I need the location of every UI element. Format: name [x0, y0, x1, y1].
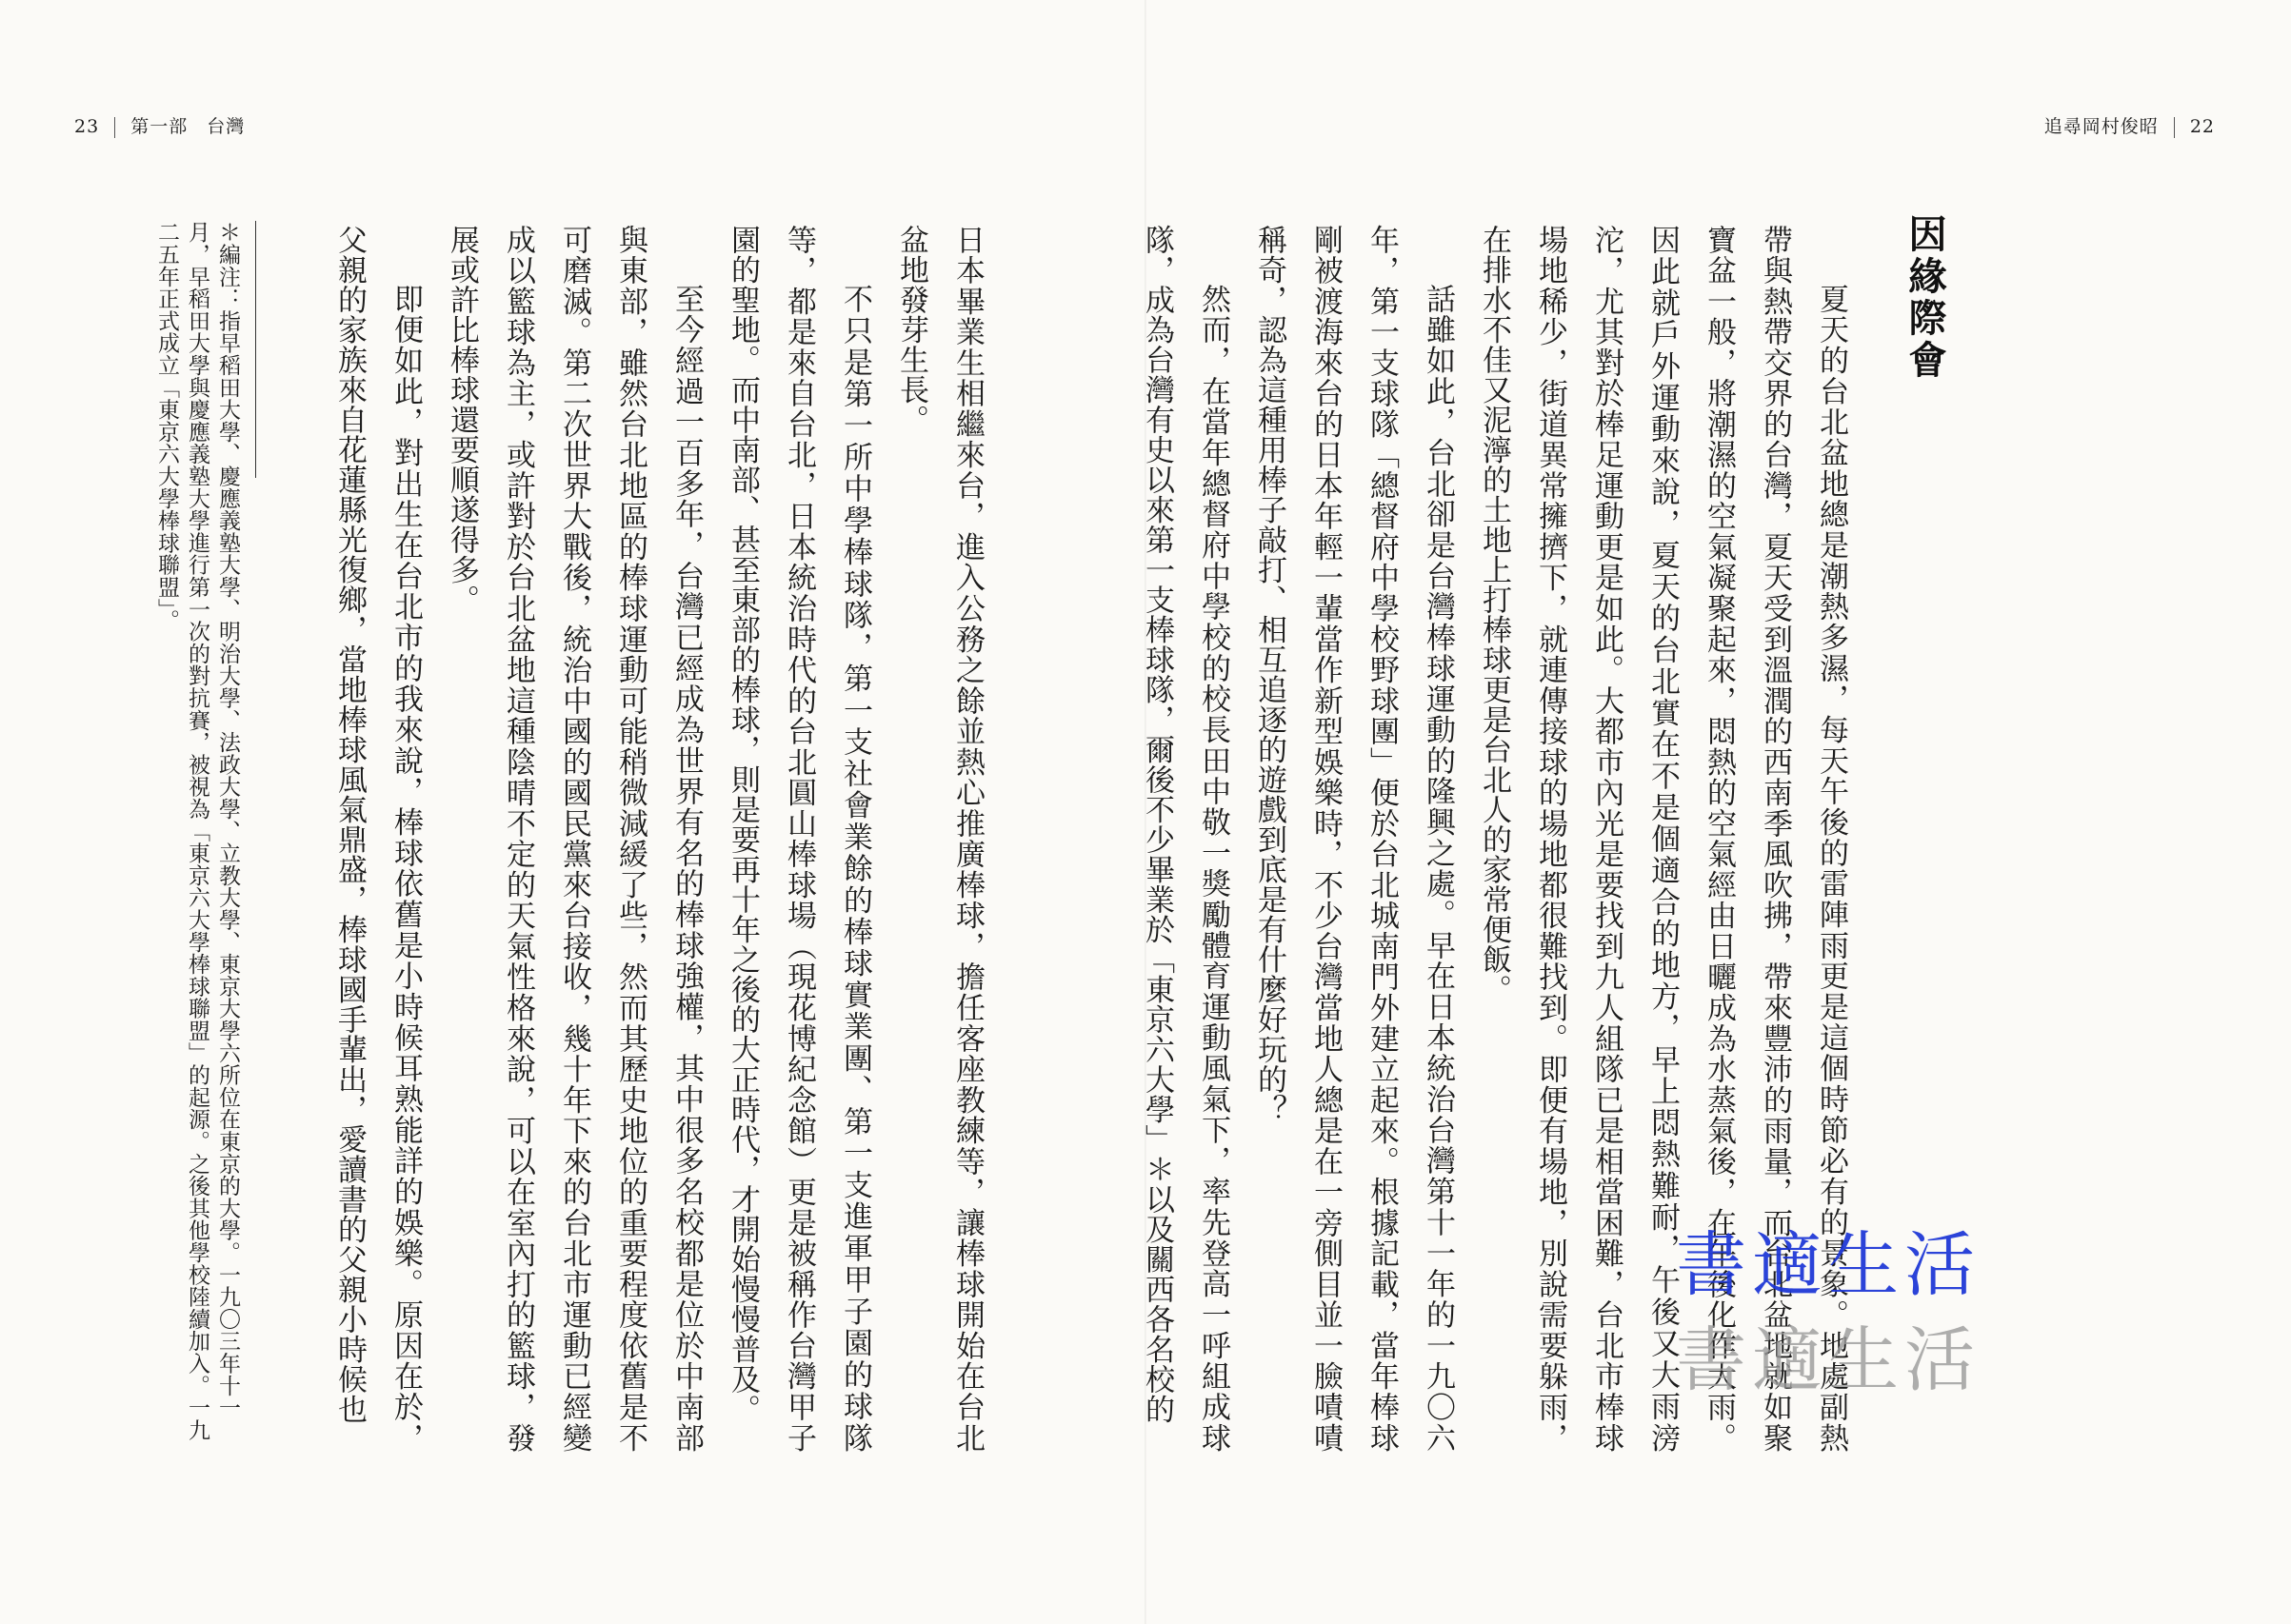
paragraph: 話雖如此，台北卻是台灣棒球運動的隆興之處。早在日本統治台灣第十一年的一九〇六年，第一支球隊「總督府中學校野球團」便於台北城南門外建立起來。根據記載，當年棒球剛被渡海來台的日本年輕一輩當作新型娛樂時，不少台灣當地人總是在一旁側目並一臉嘖嘖稱奇，認為這種用棒子敲打、相互追逐的遊戲到底是有什麼好玩的？ — [1252, 225, 1455, 1453]
watermark-primary: 書適生活 — [1676, 1224, 1981, 1306]
paragraph: 然而，在當年總督府中學校的校長田中敬一獎勵體育運動風氣下，率先登高一呼組成球隊，成為台灣有史以來第一支棒球隊，爾後不少畢業於「東京六大學」＊以及關西各名校的 — [1140, 225, 1230, 1453]
running-book-title: 追尋岡村俊昭 — [2043, 116, 2159, 137]
paragraph: 即便如此，對出生在台北市的我來說，棒球依舊是小時候耳熟能詳的娛樂。原因在於，父親的家族來自花蓮縣光復鄉，當地棒球風氣鼎盛，棒球國手輩出，愛讀書的父親小時候也 — [332, 225, 423, 1453]
paragraph: 日本畢業生相繼來台，進入公務之餘並熱心推廣棒球，擔任客座教練等，讓棒球開始在台北盆地發芽生長。 — [894, 225, 985, 1453]
paragraph: 夏天的台北盆地總是潮熱多濕，每天午後的雷陣雨更是這個時節必有的景象。地處副熱帶與熱帶交界的台灣，夏天受到溫潤的西南季風吹拂，帶來豐沛的雨量，而台北盆地就如聚寶盆一般，將潮濕的空氣凝聚起來，悶熱的空氣經由日曬成為水蒸氣後，在午後化作大雨。因此就戶外運動來說，夏天的台北實在不是個適合的地方，早上悶熱難耐，午後又大雨滂沱，尤其對於棒足運動更是如此。大都市內光是要找到九人組隊已是相當困難，台北市棒球場地稀少，街道異常擁擠下，就連傳接球的場地都很難找到。即便有場地，別說需要躲雨，在排水不佳又泥濘的土地上打棒球更是台北人的家常便飯。 — [1477, 225, 1848, 1453]
footnote: ＊編注：指早稻田大學、慶應義塾大學、明治大學、法政大學、立教大學、東京大學六所位在東京的大學。一九〇三年十一月，早稻田大學與慶應義塾大學進行第一次的對抗賽，被視為「東京六大學棒球聯盟」的起源。之後其他學校陸續加入。一九二五年正式成立「東京六大學棒球聯盟」。 — [154, 221, 240, 1441]
paragraph: 不只是第一所中學棒球隊，第一支社會業餘的棒球實業團、第一支進軍甲子園的球隊等，都是來自台北，日本統治時代的台北圓山棒球場（現花博紀念館）更是被稱作台灣甲子園的聖地。而中南部、甚至東部的棒球，則是要再十年之後的大正時代，才開始慢慢普及。 — [726, 225, 872, 1453]
watermark-shadow: 書適生活 — [1676, 1319, 1981, 1401]
chapter-title: 因緣際會 — [1903, 214, 1946, 382]
right-page-header — [2044, 112, 2215, 138]
left-section-title: 第一部 台灣 — [130, 116, 246, 137]
right-page-number: 22 — [2189, 116, 2215, 137]
left-page — [0, 0, 1145, 1624]
paragraph: 至今經過一百多年，台灣已經成為世界有名的棒球強權，其中很多名校都是位於中南部與東部，雖然台北地區的棒球運動可能稍微減緩了些，然而其歷史地位的重要程度依舊是不可磨滅。第二次世界大戰後，統治中國的國民黨來台接收，幾十年下來的台北市運動已經變成以籃球為主，或許對於台北盆地這種陰晴不定的天氣性格來說，可以在室內打的籃球，發展或許比棒球還要順遂得多。 — [445, 225, 704, 1453]
left-body-text — [332, 225, 995, 1453]
left-page-header — [74, 112, 245, 138]
header-divider — [2174, 117, 2175, 138]
footnote-rule — [255, 221, 256, 478]
header-divider — [114, 117, 115, 138]
left-page-number: 23 — [74, 116, 100, 137]
